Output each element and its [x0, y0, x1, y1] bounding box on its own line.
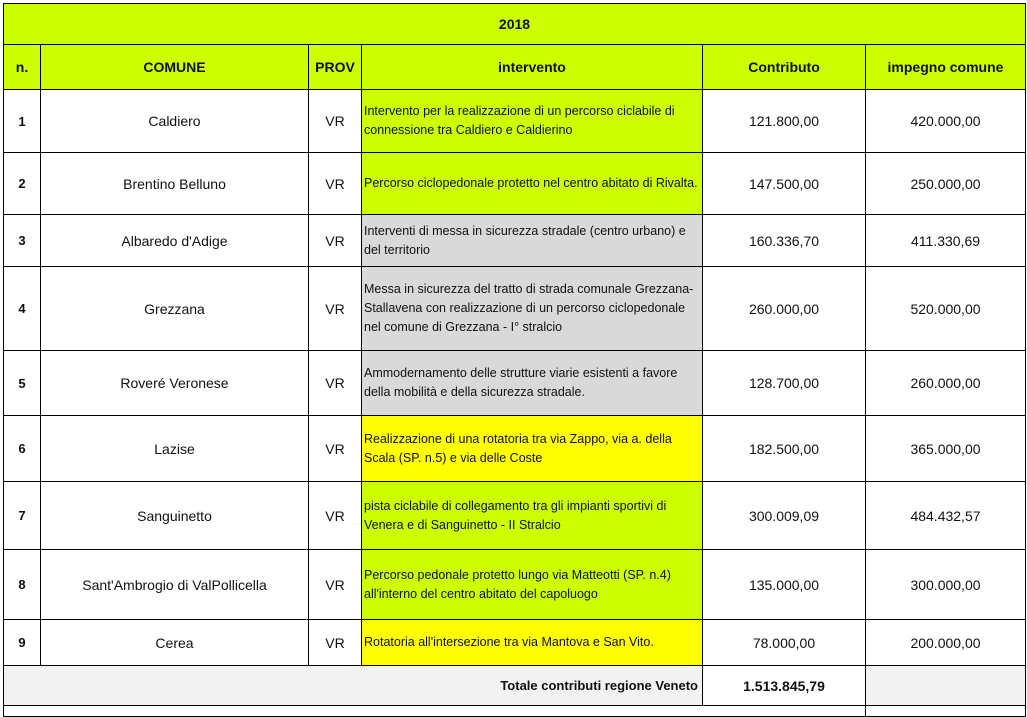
table-row [4, 482, 1026, 550]
header-intervento: intervento [362, 45, 703, 90]
row-impegno: 520.000,00 [866, 267, 1026, 351]
row-prov: VR [309, 416, 362, 482]
row-prov: VR [309, 620, 362, 666]
row-intervento: Ammodernamento delle strutture viarie esistenti a favore della mobilità e della sicurezza stradale. [362, 351, 703, 416]
row-intervento: Rotatoria all'intersezione tra via Mantova e San Vito. [362, 620, 703, 666]
footer-row [4, 706, 1026, 717]
row-prov: VR [309, 90, 362, 153]
row-intervento: Interventi di messa in sicurezza stradale (centro urbano) e del territorio [362, 215, 703, 267]
row-contributo: 121.800,00 [703, 90, 866, 153]
table-row [4, 153, 1026, 215]
row-contributo: 135.000,00 [703, 550, 866, 620]
row-number: 9 [4, 620, 41, 666]
row-comune: Albaredo d'Adige [41, 215, 309, 267]
table-row [4, 620, 1026, 666]
row-comune: Roveré Veronese [41, 351, 309, 416]
row-impegno: 300.000,00 [866, 550, 1026, 620]
row-prov: VR [309, 153, 362, 215]
row-impegno: 420.000,00 [866, 90, 1026, 153]
row-number: 6 [4, 416, 41, 482]
row-impegno: 484.432,57 [866, 482, 1026, 550]
row-number: 8 [4, 550, 41, 620]
header-comune: COMUNE [41, 45, 309, 90]
row-intervento: Percorso ciclopedonale protetto nel centro abitato di Rivalta. [362, 153, 703, 215]
row-number: 7 [4, 482, 41, 550]
header-impegno: impegno comune [866, 45, 1026, 90]
header-prov: PROV [309, 45, 362, 90]
row-impegno: 260.000,00 [866, 351, 1026, 416]
table-row [4, 215, 1026, 267]
row-contributo: 160.336,70 [703, 215, 866, 267]
table-title: 2018 [4, 4, 1026, 45]
row-number: 3 [4, 215, 41, 267]
footer-cell [866, 706, 1026, 717]
total-value: 1.513.845,79 [703, 666, 866, 706]
row-prov: VR [309, 550, 362, 620]
row-number: 5 [4, 351, 41, 416]
row-comune: Sanguinetto [41, 482, 309, 550]
row-impegno: 200.000,00 [866, 620, 1026, 666]
row-contributo: 78.000,00 [703, 620, 866, 666]
table-row [4, 90, 1026, 153]
row-contributo: 147.500,00 [703, 153, 866, 215]
table-row [4, 267, 1026, 351]
header-n: n. [4, 45, 41, 90]
footer-cell [4, 706, 866, 717]
row-number: 4 [4, 267, 41, 351]
header-row [4, 45, 1026, 90]
row-prov: VR [309, 215, 362, 267]
header-contributo: Contributo [703, 45, 866, 90]
row-contributo: 300.009,09 [703, 482, 866, 550]
row-intervento: Realizzazione di una rotatoria tra via Zappo, via a. della Scala (SP. n.5) e via delle Coste [362, 416, 703, 482]
table-row [4, 550, 1026, 620]
row-number: 1 [4, 90, 41, 153]
row-contributo: 260.000,00 [703, 267, 866, 351]
total-row [4, 666, 1026, 706]
row-comune: Brentino Belluno [41, 153, 309, 215]
row-comune: Caldiero [41, 90, 309, 153]
row-impegno: 250.000,00 [866, 153, 1026, 215]
title-row [4, 4, 1026, 45]
row-prov: VR [309, 351, 362, 416]
contributions-table [3, 3, 1026, 717]
row-contributo: 182.500,00 [703, 416, 866, 482]
total-empty-cell [866, 666, 1026, 706]
row-impegno: 365.000,00 [866, 416, 1026, 482]
row-comune: Grezzana [41, 267, 309, 351]
row-prov: VR [309, 482, 362, 550]
total-label: Totale contributi regione Veneto [4, 666, 703, 706]
table-row [4, 416, 1026, 482]
row-intervento: Messa in sicurezza del tratto di strada comunale Grezzana-Stallavena con realizzazione di un percorso ciclopedonale nel comune di Grezzana - I° stralcio [362, 267, 703, 351]
row-prov: VR [309, 267, 362, 351]
row-intervento: pista ciclabile di collegamento tra gli impianti sportivi di Venera e di Sanguinetto - II Stralcio [362, 482, 703, 550]
row-contributo: 128.700,00 [703, 351, 866, 416]
row-comune: Lazise [41, 416, 309, 482]
row-comune: Cerea [41, 620, 309, 666]
row-intervento: Intervento per la realizzazione di un percorso ciclabile di connessione tra Caldiero e Caldierino [362, 90, 703, 153]
row-comune: Sant'Ambrogio di ValPollicella [41, 550, 309, 620]
table-row [4, 351, 1026, 416]
row-number: 2 [4, 153, 41, 215]
row-intervento: Percorso pedonale protetto lungo via Matteotti (SP. n.4) all'interno del centro abitato del capoluogo [362, 550, 703, 620]
row-impegno: 411.330,69 [866, 215, 1026, 267]
